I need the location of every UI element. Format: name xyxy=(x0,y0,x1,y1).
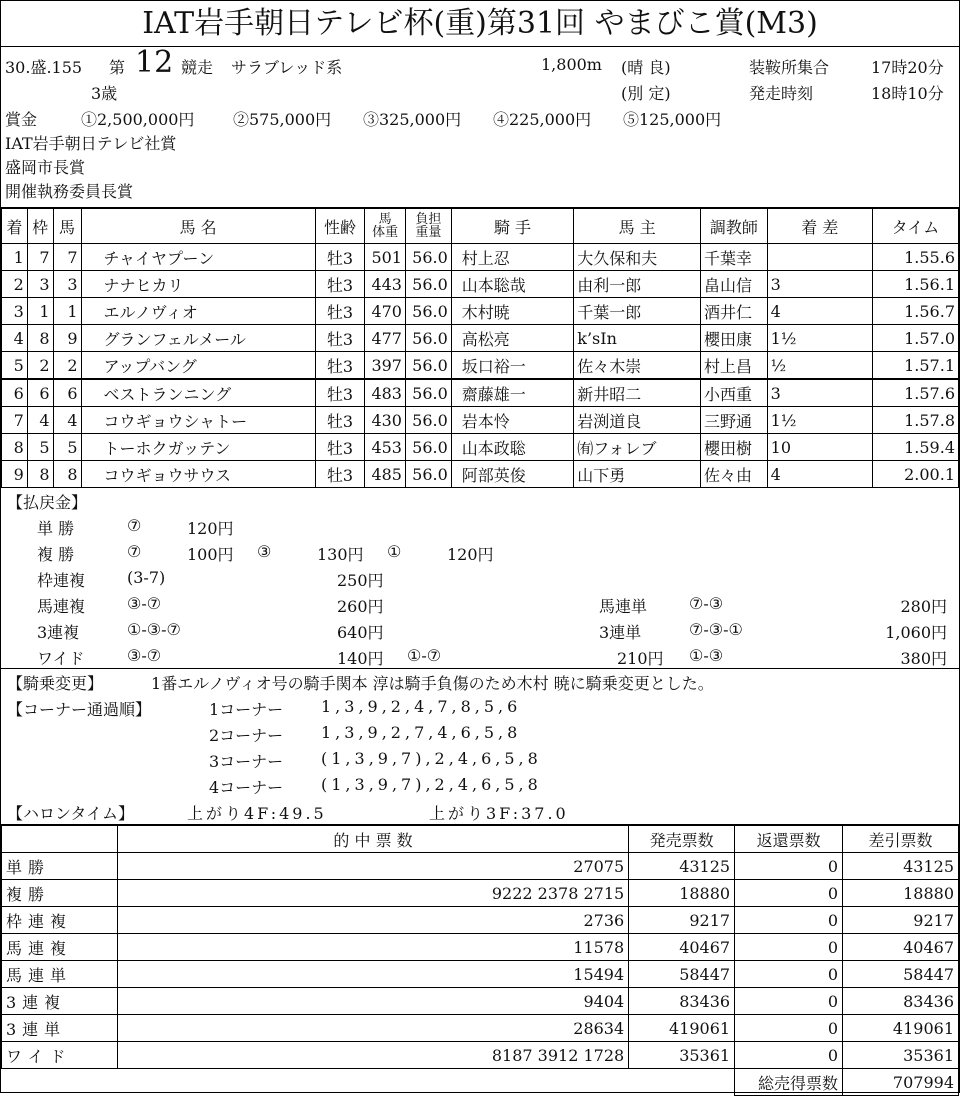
cell-horse: グランフェルメール xyxy=(81,325,315,352)
wide-label: ワイド xyxy=(37,649,85,668)
corner-label: 【コーナー通過順】 xyxy=(7,700,152,719)
prize-4: ④225,000円 xyxy=(493,110,592,129)
cell-time: 1.57.0 xyxy=(872,325,958,352)
cell-rank: 5 xyxy=(2,352,28,380)
prize-3: ③325,000円 xyxy=(363,110,462,129)
place-combo-3: ① xyxy=(387,542,402,561)
last-4f: 上がり4F:49.5 xyxy=(187,804,327,823)
cell-time: 1.56.7 xyxy=(872,298,958,325)
result-row xyxy=(2,407,959,434)
ticket-hits: 9222 2378 2715 xyxy=(117,880,628,907)
cell-burden: 56.0 xyxy=(405,271,451,298)
cell-rank: 6 xyxy=(2,379,28,407)
rider-change-label: 【騎乗変更】 xyxy=(7,674,104,693)
ticket-refund: 0 xyxy=(735,934,843,961)
cell-time: 1.57.6 xyxy=(872,379,958,407)
race-prefix: 第 xyxy=(109,58,126,77)
cell-sexage: 牡3 xyxy=(315,325,364,352)
cell-num: 8 xyxy=(53,461,81,488)
trifecta-label: 3連単 xyxy=(599,623,642,642)
award-2: 盛岡市長賞 xyxy=(5,158,86,177)
col-burden xyxy=(405,209,451,244)
cell-margin: 3 xyxy=(767,271,872,298)
ticket-refund: 0 xyxy=(735,988,843,1015)
weight-rule: (別 定) xyxy=(621,84,671,103)
cell-owner: k’sIn xyxy=(574,325,701,352)
ticket-refund: 0 xyxy=(735,1042,843,1069)
cell-num: 2 xyxy=(53,352,81,380)
quinella-combo: ③-⑦ xyxy=(127,594,162,613)
result-row xyxy=(2,461,959,488)
cell-weight: 430 xyxy=(365,407,406,434)
ticket-net: 35361 xyxy=(843,1042,959,1069)
cell-time: 1.59.4 xyxy=(872,434,958,461)
cell-jockey: 齋藤雄一 xyxy=(451,379,573,407)
cell-num: 3 xyxy=(53,271,81,298)
total-spacer-3 xyxy=(629,1069,735,1096)
cell-burden: 56.0 xyxy=(405,434,451,461)
col-burden-bottom: 重量 xyxy=(415,225,442,240)
ticket-row xyxy=(2,1015,959,1042)
place-amount-3: 120円 xyxy=(447,545,494,564)
cell-sexage: 牡3 xyxy=(315,434,364,461)
ticket-row xyxy=(2,934,959,961)
ticket-row xyxy=(2,1042,959,1069)
ticket-row xyxy=(2,961,959,988)
ticket-sold: 9217 xyxy=(629,907,735,934)
cell-trainer: 小西重 xyxy=(701,379,768,407)
ticket-sold: 40467 xyxy=(629,934,735,961)
wide-amount-3: 380円 xyxy=(900,649,947,668)
total-label: 総売得票数 xyxy=(735,1069,843,1096)
ticket-col-type xyxy=(2,826,118,853)
cell-sexage: 牡3 xyxy=(315,298,364,325)
result-row xyxy=(2,434,959,461)
cell-sexage: 牡3 xyxy=(315,352,364,380)
cell-jockey: 木村暁 xyxy=(451,298,573,325)
cell-weight: 485 xyxy=(365,461,406,488)
ticket-type: 3連複 xyxy=(2,988,118,1015)
cell-burden: 56.0 xyxy=(405,298,451,325)
cell-frame: 1 xyxy=(27,298,53,325)
cell-rank: 8 xyxy=(2,434,28,461)
cell-frame: 3 xyxy=(27,271,53,298)
post-label: 発走時刻 xyxy=(749,84,814,103)
cell-time: 1.57.8 xyxy=(872,407,958,434)
cell-weight: 470 xyxy=(365,298,406,325)
bracket-combo: (3-7) xyxy=(127,568,166,587)
race-number: 12 xyxy=(135,45,174,80)
results-header-row xyxy=(2,209,959,244)
cell-num: 9 xyxy=(53,325,81,352)
age-condition: 3歳 xyxy=(91,84,118,103)
ticket-refund: 0 xyxy=(735,1015,843,1042)
win-combo: ⑦ xyxy=(127,516,142,535)
cell-owner: 由利一郎 xyxy=(574,271,701,298)
exacta-label: 馬連単 xyxy=(599,597,648,616)
ticket-sold: 35361 xyxy=(629,1042,735,1069)
cell-rank: 7 xyxy=(2,407,28,434)
weather-track: (晴 良) xyxy=(621,58,671,77)
cell-trainer: 三野通 xyxy=(701,407,768,434)
col-weight-bottom: 体重 xyxy=(372,225,399,240)
ticket-net: 40467 xyxy=(843,934,959,961)
cell-horse: コウギョウシャトー xyxy=(81,407,315,434)
meet-code: 30.盛.155 xyxy=(5,58,83,77)
cell-owner: 岩渕道良 xyxy=(574,407,701,434)
col-horse: 馬 名 xyxy=(81,209,315,244)
corner-3-order: (1,3,9,7),2,4,6,5,8 xyxy=(321,749,542,768)
quinella-amount: 260円 xyxy=(337,597,384,616)
cell-margin: 3 xyxy=(767,379,872,407)
col-time: タイム xyxy=(872,209,958,244)
exacta-amount: 280円 xyxy=(900,597,947,616)
cell-weight: 443 xyxy=(365,271,406,298)
ticket-refund: 0 xyxy=(735,961,843,988)
ticket-refund: 0 xyxy=(735,853,843,880)
col-rank: 着 xyxy=(2,209,28,244)
cell-jockey: 坂口裕一 xyxy=(451,352,573,380)
cell-burden: 56.0 xyxy=(405,352,451,380)
cell-jockey: 阿部英俊 xyxy=(451,461,573,488)
cell-num: 1 xyxy=(53,298,81,325)
result-row xyxy=(2,352,959,380)
prize-2: ②575,000円 xyxy=(233,110,332,129)
cell-horse: チャイヤプーン xyxy=(81,244,315,271)
cell-burden: 56.0 xyxy=(405,325,451,352)
cell-rank: 9 xyxy=(2,461,28,488)
ticket-sold: 419061 xyxy=(629,1015,735,1042)
ticket-hits: 2736 xyxy=(117,907,628,934)
cell-burden: 56.0 xyxy=(405,244,451,271)
col-sexage: 性齢 xyxy=(315,209,364,244)
ticket-hits: 11578 xyxy=(117,934,628,961)
cell-frame: 8 xyxy=(27,461,53,488)
cell-frame: 2 xyxy=(27,352,53,380)
cell-owner: 大久保和夫 xyxy=(574,244,701,271)
cell-frame: 4 xyxy=(27,407,53,434)
ticket-hits: 27075 xyxy=(117,853,628,880)
win-amount: 120円 xyxy=(187,519,234,538)
ticket-sold: 43125 xyxy=(629,853,735,880)
result-row xyxy=(2,325,959,352)
payout-header: 【払戻金】 xyxy=(7,493,88,512)
ticket-type: 3連単 xyxy=(2,1015,118,1042)
bracket-amount: 250円 xyxy=(337,571,384,590)
col-owner: 馬 主 xyxy=(574,209,701,244)
ticket-type: 枠連複 xyxy=(2,907,118,934)
cell-rank: 2 xyxy=(2,271,28,298)
cell-rank: 1 xyxy=(2,244,28,271)
race-info xyxy=(1,47,959,208)
cell-burden: 56.0 xyxy=(405,461,451,488)
ticket-row xyxy=(2,880,959,907)
cell-owner: 千葉一郎 xyxy=(574,298,701,325)
corner-4-name: 4コーナー xyxy=(209,778,284,797)
corner-4-order: (1,3,9,7),2,4,6,5,8 xyxy=(321,775,542,794)
cell-jockey: 高松亮 xyxy=(451,325,573,352)
cell-num: 5 xyxy=(53,434,81,461)
furlong-label: 【ハロンタイム】 xyxy=(7,804,135,823)
cell-margin: 10 xyxy=(767,434,872,461)
prize-label: 賞金 xyxy=(5,110,38,129)
cell-frame: 8 xyxy=(27,325,53,352)
cell-horse: トーホクガッテン xyxy=(81,434,315,461)
col-jockey: 騎 手 xyxy=(451,209,573,244)
cell-sexage: 牡3 xyxy=(315,407,364,434)
ticket-row xyxy=(2,988,959,1015)
win-label: 単 勝 xyxy=(37,519,75,538)
cell-horse: ベストランニング xyxy=(81,379,315,407)
cell-weight: 483 xyxy=(365,379,406,407)
total-spacer-1 xyxy=(2,1069,118,1096)
last-3f: 上がり3F:37.0 xyxy=(429,804,569,823)
cell-trainer: 櫻田樹 xyxy=(701,434,768,461)
cell-trainer: 佐々由 xyxy=(701,461,768,488)
wide-combo-2: ①-⑦ xyxy=(407,646,442,665)
col-margin: 着 差 xyxy=(767,209,872,244)
post-time: 18時10分 xyxy=(871,84,944,103)
ticket-type: ワイド xyxy=(2,1042,118,1069)
col-num: 馬 xyxy=(53,209,81,244)
place-combo-2: ③ xyxy=(257,542,272,561)
trio-amount: 640円 xyxy=(337,623,384,642)
ticket-col-net: 差引票数 xyxy=(843,826,959,853)
cell-trainer: 酒井仁 xyxy=(701,298,768,325)
cell-num: 7 xyxy=(53,244,81,271)
total-value: 707994 xyxy=(843,1069,959,1096)
cell-horse: エルノヴィオ xyxy=(81,298,315,325)
wide-combo-1: ③-⑦ xyxy=(127,646,162,665)
trio-combo: ①-③-⑦ xyxy=(127,620,181,639)
cell-margin: 4 xyxy=(767,461,872,488)
distance: 1,800m xyxy=(541,55,602,74)
assembly-label: 装鞍所集合 xyxy=(749,58,830,77)
cell-burden: 56.0 xyxy=(405,379,451,407)
cell-trainer: 畠山信 xyxy=(701,271,768,298)
breed: サラブレッド系 xyxy=(231,58,343,77)
cell-trainer: 千葉幸 xyxy=(701,244,768,271)
trio-label: 3連複 xyxy=(37,623,80,642)
cell-margin: 1½ xyxy=(767,407,872,434)
cell-horse: ナナヒカリ xyxy=(81,271,315,298)
cell-frame: 6 xyxy=(27,379,53,407)
ticket-table xyxy=(1,825,959,1096)
cell-burden: 56.0 xyxy=(405,407,451,434)
cell-sexage: 牡3 xyxy=(315,244,364,271)
ticket-net: 58447 xyxy=(843,961,959,988)
wide-combo-3: ①-③ xyxy=(689,646,724,665)
ticket-header-row xyxy=(2,826,959,853)
col-trainer: 調教師 xyxy=(701,209,768,244)
col-burden-top: 負担 xyxy=(415,212,442,227)
cell-margin: 4 xyxy=(767,298,872,325)
cell-owner: ㈲フォレブ xyxy=(574,434,701,461)
wide-amount-1: 140円 xyxy=(337,649,384,668)
result-row xyxy=(2,298,959,325)
cell-jockey: 山本政聡 xyxy=(451,434,573,461)
ticket-col-sold: 発売票数 xyxy=(629,826,735,853)
notes-section xyxy=(1,669,959,825)
ticket-row xyxy=(2,907,959,934)
cell-num: 6 xyxy=(53,379,81,407)
col-weight xyxy=(365,209,406,244)
cell-owner: 山下勇 xyxy=(574,461,701,488)
ticket-refund: 0 xyxy=(735,907,843,934)
quinella-label: 馬連複 xyxy=(37,597,86,616)
corner-1-name: 1コーナー xyxy=(209,700,284,719)
cell-weight: 477 xyxy=(365,325,406,352)
ticket-net: 419061 xyxy=(843,1015,959,1042)
col-weight-top: 馬 xyxy=(378,212,392,227)
cell-weight: 397 xyxy=(365,352,406,380)
exacta-combo: ⑦-③ xyxy=(689,594,724,613)
ticket-type: 馬連単 xyxy=(2,961,118,988)
cell-sexage: 牡3 xyxy=(315,461,364,488)
ticket-net: 9217 xyxy=(843,907,959,934)
prize-1: ①2,500,000円 xyxy=(81,110,195,129)
cell-time: 1.57.1 xyxy=(872,352,958,380)
cell-horse: コウギョウサウス xyxy=(81,461,315,488)
cell-weight: 453 xyxy=(365,434,406,461)
cell-owner: 佐々木崇 xyxy=(574,352,701,380)
ticket-sold: 58447 xyxy=(629,961,735,988)
cell-frame: 7 xyxy=(27,244,53,271)
ticket-refund: 0 xyxy=(735,880,843,907)
col-frame: 枠 xyxy=(27,209,53,244)
bracket-label: 枠連複 xyxy=(37,571,86,590)
ticket-type: 複勝 xyxy=(2,880,118,907)
result-row xyxy=(2,244,959,271)
ticket-net: 83436 xyxy=(843,988,959,1015)
ticket-hits: 8187 3912 1728 xyxy=(117,1042,628,1069)
ticket-sold: 18880 xyxy=(629,880,735,907)
race-title: IAT岩手朝日テレビ杯(重)第31回 やまびこ賞(M3) xyxy=(1,1,959,47)
result-row xyxy=(2,271,959,298)
trifecta-amount: 1,060円 xyxy=(885,623,947,642)
place-amount-2: 130円 xyxy=(317,545,364,564)
award-1: IAT岩手朝日テレビ社賞 xyxy=(5,134,177,153)
place-combo-1: ⑦ xyxy=(127,542,142,561)
cell-horse: アップバング xyxy=(81,352,315,380)
cell-sexage: 牡3 xyxy=(315,271,364,298)
cell-time: 1.55.6 xyxy=(872,244,958,271)
cell-jockey: 岩本怜 xyxy=(451,407,573,434)
result-row xyxy=(2,379,959,407)
cell-jockey: 山本聡哉 xyxy=(451,271,573,298)
cell-margin: 1½ xyxy=(767,325,872,352)
ticket-hits: 28634 xyxy=(117,1015,628,1042)
ticket-sold: 83436 xyxy=(629,988,735,1015)
ticket-row xyxy=(2,853,959,880)
cell-jockey: 村上忍 xyxy=(451,244,573,271)
cell-time: 2.00.1 xyxy=(872,461,958,488)
cell-owner: 新井昭二 xyxy=(574,379,701,407)
cell-time: 1.56.1 xyxy=(872,271,958,298)
ticket-net: 18880 xyxy=(843,880,959,907)
cell-weight: 501 xyxy=(365,244,406,271)
ticket-col-refund: 返還票数 xyxy=(735,826,843,853)
trifecta-combo: ⑦-③-① xyxy=(689,620,743,639)
total-spacer-2 xyxy=(117,1069,628,1096)
award-3: 開催執務委員長賞 xyxy=(5,182,134,201)
cell-margin: ½ xyxy=(767,352,872,380)
place-label: 複 勝 xyxy=(37,545,75,564)
corner-2-order: 1,3,9,2,7,4,6,5,8 xyxy=(321,723,522,742)
ticket-total-row xyxy=(2,1069,959,1096)
ticket-type: 単勝 xyxy=(2,853,118,880)
cell-frame: 5 xyxy=(27,434,53,461)
rider-change-text: 1番エルノヴィオ号の騎手関本 淳は騎手負傷のため木村 暁に騎乗変更とした。 xyxy=(151,674,714,693)
corner-1-order: 1,3,9,2,4,7,8,5,6 xyxy=(321,697,522,716)
place-amount-1: 100円 xyxy=(187,545,234,564)
race-suffix: 競走 xyxy=(181,58,214,77)
payout-section xyxy=(1,488,959,669)
results-table xyxy=(1,208,959,488)
prize-5: ⑤125,000円 xyxy=(623,110,722,129)
assembly-time: 17時20分 xyxy=(871,58,944,77)
corner-3-name: 3コーナー xyxy=(209,752,284,771)
wide-amount-2: 210円 xyxy=(617,649,664,668)
ticket-type: 馬連複 xyxy=(2,934,118,961)
ticket-net: 43125 xyxy=(843,853,959,880)
cell-rank: 3 xyxy=(2,298,28,325)
ticket-hits: 9404 xyxy=(117,988,628,1015)
cell-trainer: 櫻田康 xyxy=(701,325,768,352)
cell-sexage: 牡3 xyxy=(315,379,364,407)
ticket-col-hits: 的 中 票 数 xyxy=(117,826,628,853)
corner-2-name: 2コーナー xyxy=(209,726,284,745)
ticket-hits: 15494 xyxy=(117,961,628,988)
cell-num: 4 xyxy=(53,407,81,434)
cell-margin xyxy=(767,244,872,271)
cell-trainer: 村上昌 xyxy=(701,352,768,380)
cell-rank: 4 xyxy=(2,325,28,352)
